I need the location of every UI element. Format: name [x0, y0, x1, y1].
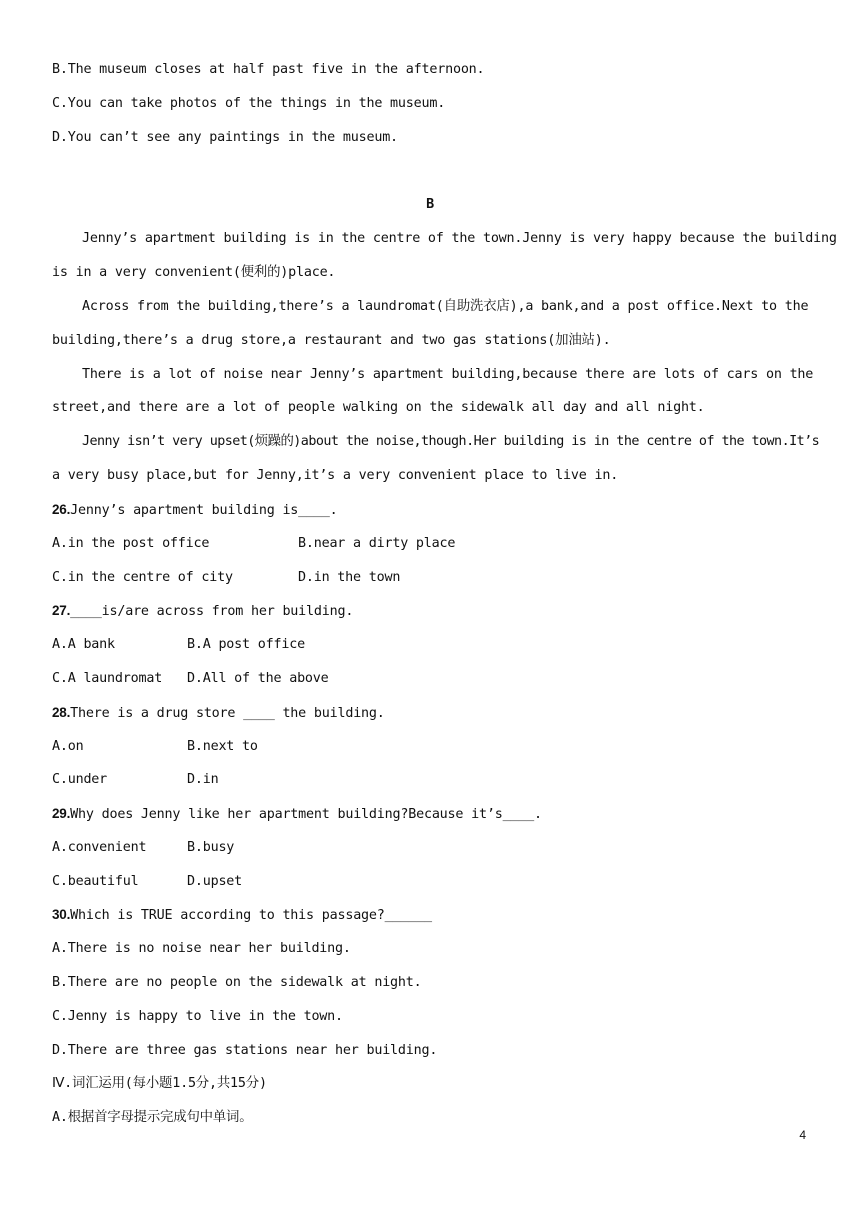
section-iv-a-instruction: A.根据首字母提示完成句中单词。: [52, 1110, 253, 1125]
question-text: ____is/are across from her building.: [70, 604, 354, 619]
option-c[interactable]: C.beautiful: [52, 874, 139, 889]
option-c[interactable]: C.A laundromat: [52, 671, 163, 686]
option-b[interactable]: B.A post office: [187, 637, 305, 652]
question-number: 27.: [52, 603, 71, 618]
option-d[interactable]: D.in the town: [298, 570, 401, 585]
prev-option-b: B.The museum closes at half past five in the afternoon.: [52, 62, 485, 77]
option-a[interactable]: A.on: [52, 739, 84, 754]
question-number: 26.: [52, 502, 71, 517]
option-row: [52, 636, 812, 654]
option-c[interactable]: C.in the centre of city: [52, 570, 233, 585]
option-a[interactable]: A.A bank: [52, 637, 115, 652]
option-c[interactable]: C.Jenny is happy to live in the town.: [52, 1009, 343, 1024]
option-row: [52, 839, 812, 857]
question-text: There is a drug store ____ the building.: [70, 706, 385, 721]
passage-line: building,there’s a drug store,a restaurant and two gas stations(加油站).: [52, 333, 611, 348]
question-26: [52, 501, 337, 520]
passage-line: There is a lot of noise near Jenny’s apartment building,because there are lots of cars on the: [82, 367, 814, 382]
option-d[interactable]: D.All of the above: [187, 671, 329, 686]
option-b[interactable]: B.busy: [187, 840, 235, 855]
option-d[interactable]: D.There are three gas stations near her building.: [52, 1043, 438, 1058]
question-text: Why does Jenny like her apartment building?Because it’s____.: [70, 807, 542, 822]
question-number: 28.: [52, 705, 71, 720]
question-text: Which is TRUE according to this passage?______: [70, 908, 432, 923]
prev-option-c: C.You can take photos of the things in the museum.: [52, 96, 446, 111]
option-c[interactable]: C.under: [52, 772, 108, 787]
option-a[interactable]: A.in the post office: [52, 536, 210, 551]
passage-line: Jenny isn’t very upset(烦躁的)about the noise,though.Her building is in the centre of the town.It’s: [82, 434, 820, 449]
option-row: [52, 670, 812, 688]
option-row: [52, 873, 812, 891]
passage-line: is in a very convenient(便利的)place.: [52, 265, 336, 280]
section-title: B: [426, 197, 434, 212]
question-number: 29.: [52, 806, 71, 821]
prev-option-d: D.You can’t see any paintings in the museum.: [52, 130, 398, 145]
section-iv-heading: Ⅳ.词汇运用(每小题1.5分,共15分): [52, 1076, 267, 1091]
option-a[interactable]: A.There is no noise near her building.: [52, 941, 351, 956]
question-number: 30.: [52, 907, 71, 922]
option-a[interactable]: A.convenient: [52, 840, 147, 855]
question-29: [52, 805, 542, 824]
option-b[interactable]: B.near a dirty place: [298, 536, 456, 551]
option-row: [52, 738, 812, 756]
option-b[interactable]: B.next to: [187, 739, 258, 754]
passage-line: Jenny’s apartment building is in the centre of the town.Jenny is very happy because the building: [82, 231, 837, 246]
option-d[interactable]: D.upset: [187, 874, 243, 889]
question-30: [52, 906, 432, 925]
question-text: Jenny’s apartment building is____.: [70, 503, 338, 518]
option-b[interactable]: B.There are no people on the sidewalk at night.: [52, 975, 422, 990]
passage-line: street,and there are a lot of people walking on the sidewalk all day and all night.: [52, 400, 705, 415]
option-row: [52, 535, 812, 553]
passage-line: a very busy place,but for Jenny,it’s a very convenient place to live in.: [52, 468, 619, 483]
option-d[interactable]: D.in: [187, 772, 219, 787]
question-27: [52, 602, 353, 621]
option-row: [52, 569, 812, 587]
option-row: [52, 771, 812, 789]
question-28: [52, 704, 385, 723]
page-number: 4: [799, 1128, 806, 1142]
passage-line: Across from the building,there’s a laundromat(自助洗衣店),a bank,and a post office.Next to the: [82, 299, 809, 314]
